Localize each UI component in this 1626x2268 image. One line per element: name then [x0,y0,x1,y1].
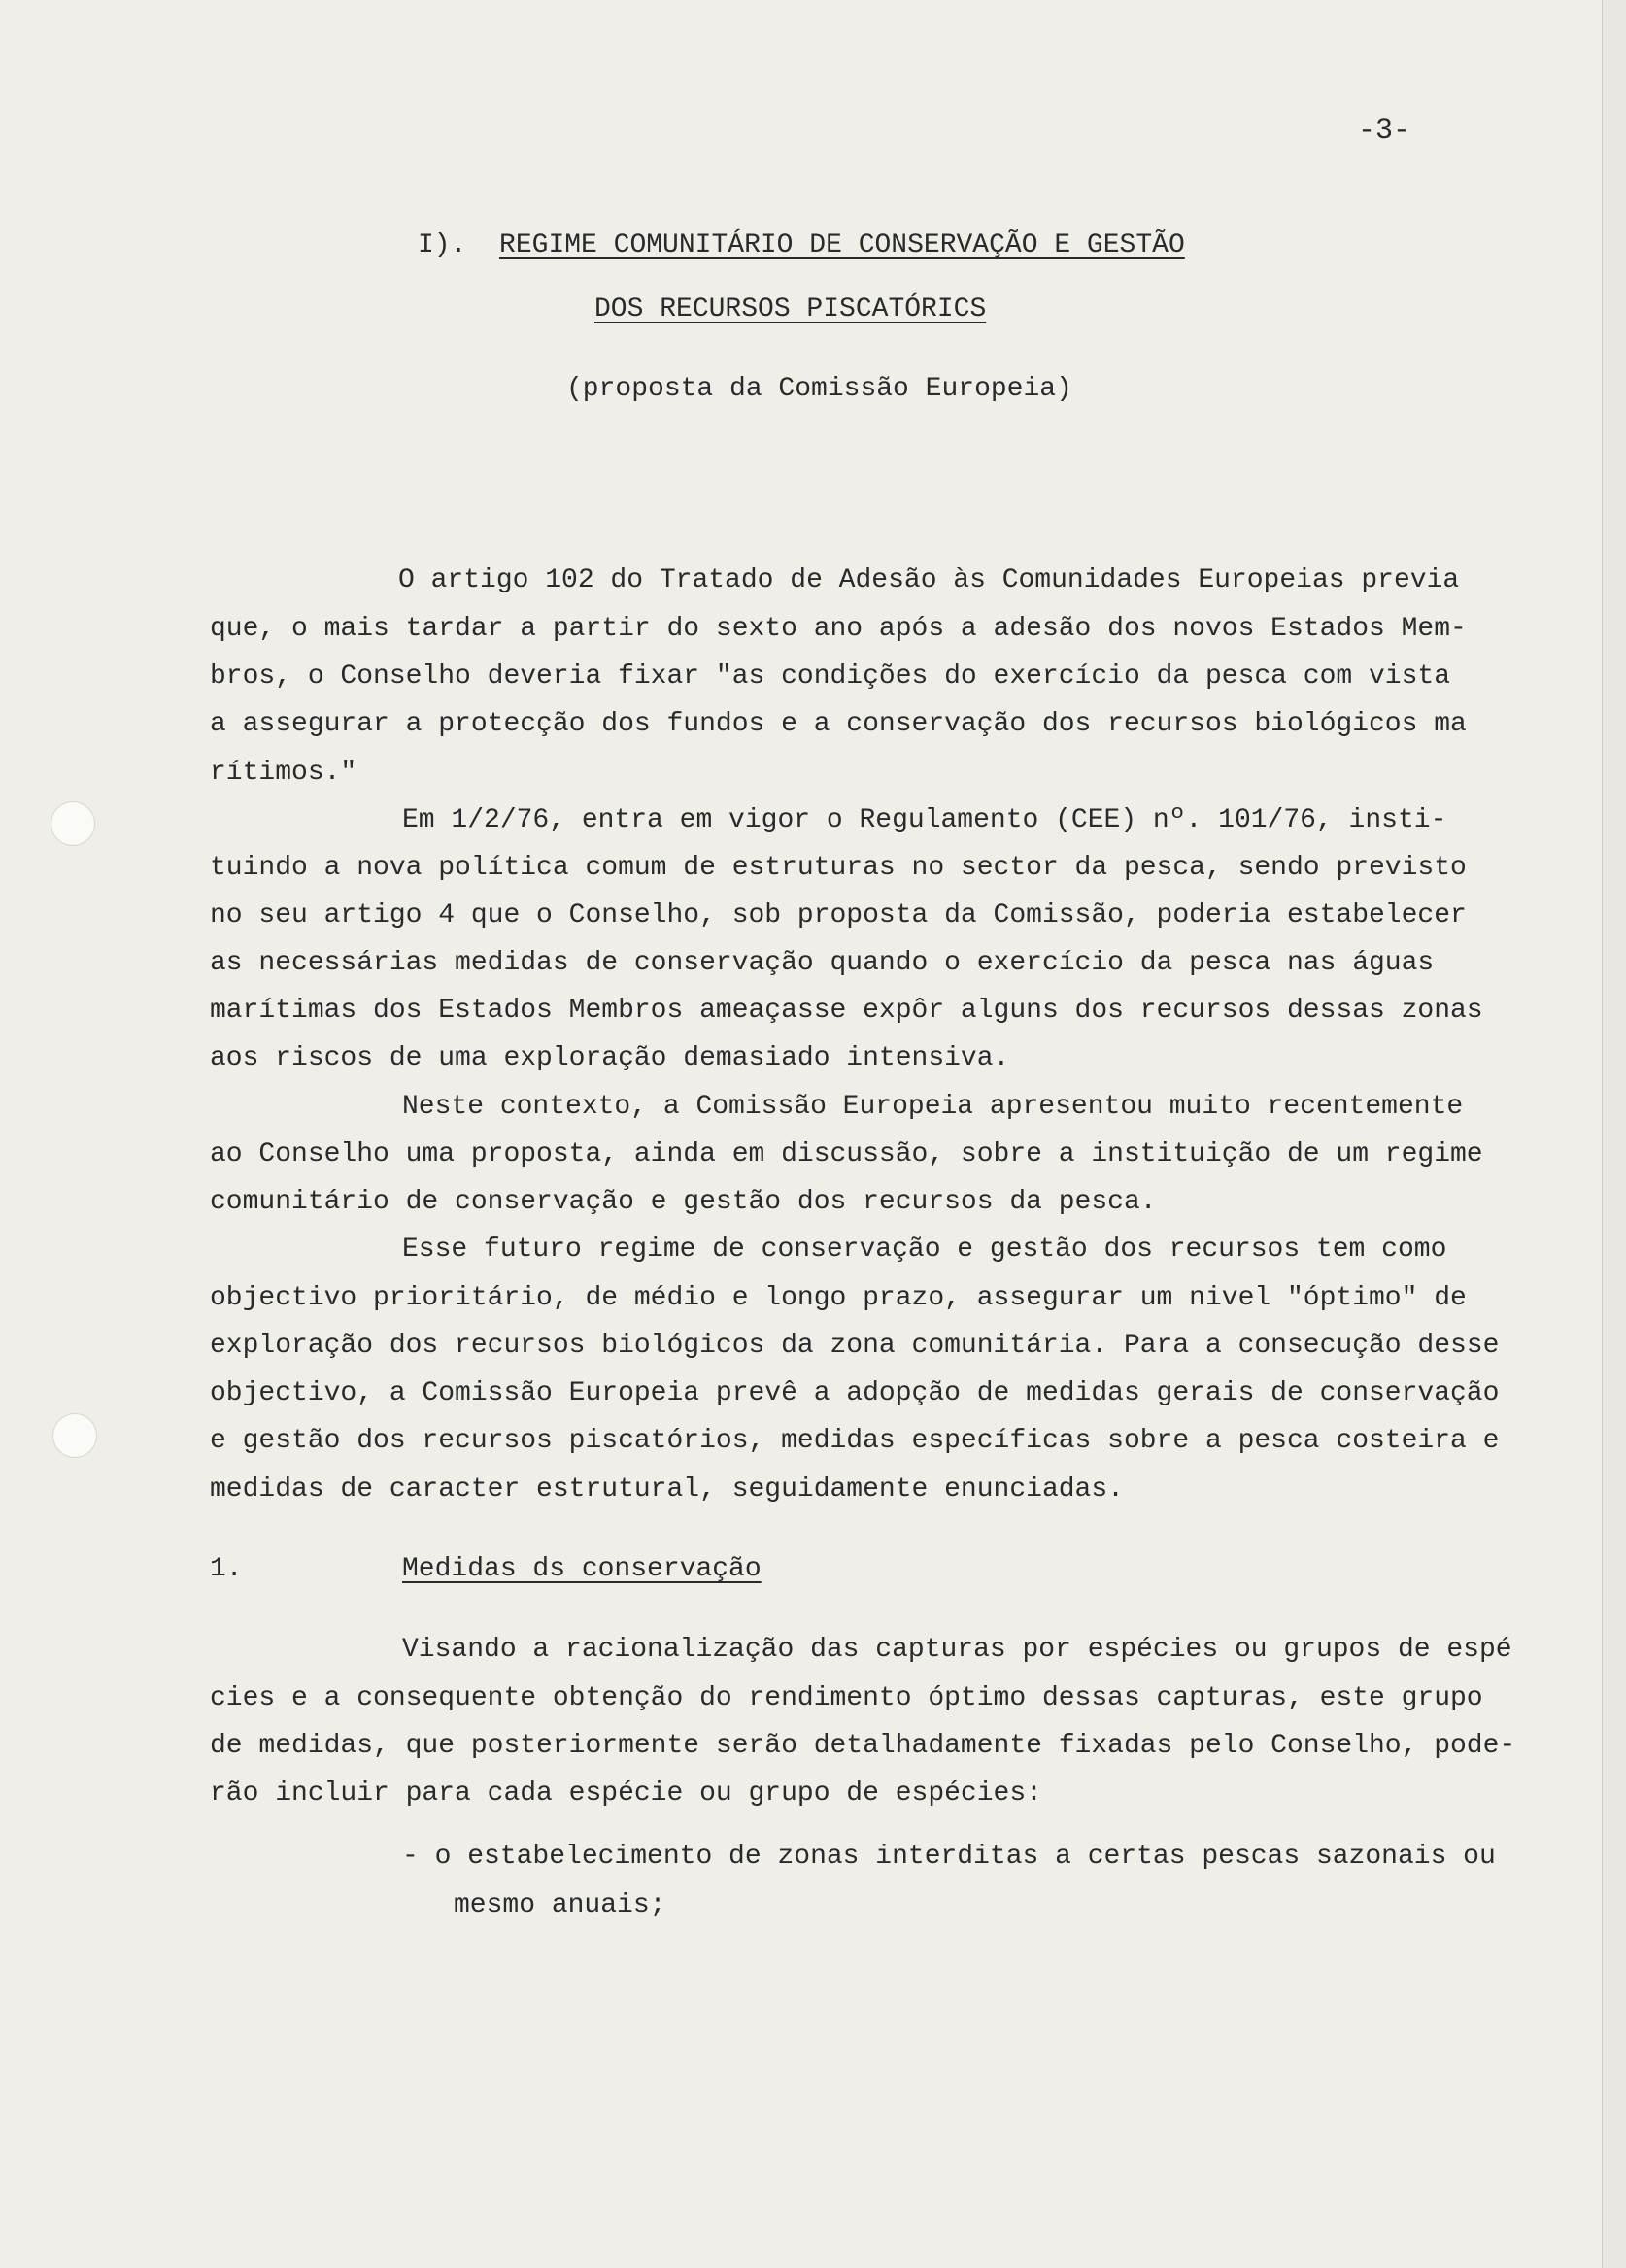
text-line-6: Em 1/2/76, entra em vigor o Regulamento (CEE) nº. 101/76, insti- [402,805,1447,835]
section-number: 1. [210,1554,243,1584]
page-number: -3- [1358,115,1411,148]
heading-numeral: I). [418,230,467,260]
heading-subtitle: (proposta da Comissão Europeia) [566,374,1072,404]
text-line-14: comunitário de conservação e gestão dos recursos da pesca. [210,1187,1157,1217]
text-line-1: O artigo 102 do Tratado de Adesão às Comunidades Europeias previa [398,565,1460,595]
text-line-21: Visando a racionalização das capturas por espécies ou grupos de espé [402,1635,1512,1665]
text-line-5: rítimos." [210,758,357,788]
text-line-8: no seu artigo 4 que o Conselho, sob proposta da Comissão, poderia estabelecer [210,900,1467,931]
punch-hole-top [51,801,95,846]
text-line-18: objectivo, a Comissão Europeia prevê a adopção de medidas gerais de conservação [210,1378,1500,1408]
heading-title-2: DOS RECURSOS PISCATÓRICS [594,294,987,324]
text-line-22: cies e a consequente obtenção do rendimento óptimo dessas capturas, este grupo [210,1683,1483,1713]
text-line-24: rão incluir para cada espécie ou grupo de espécies: [210,1778,1042,1809]
text-line-10: marítimas dos Estados Membros ameaçasse expôr alguns dos recursos dessas zonas [210,996,1483,1026]
section-title: Medidas ds conservação [402,1554,762,1584]
text-line-16: objectivo prioritário, de médio e longo prazo, assegurar um nivel "óptimo" de [210,1283,1467,1313]
text-line-20: medidas de caracter estrutural, seguidamente enunciadas. [210,1474,1124,1505]
text-line-9: as necessárias medidas de conservação quando o exercício da pesca nas águas [210,948,1435,978]
heading-title-1: REGIME COMUNITÁRIO DE CONSERVAÇÃO E GESTÃO [499,230,1185,260]
text-line-17: exploração dos recursos biológicos da zona comunitária. Para a consecução desse [210,1331,1500,1361]
text-line-11: aos riscos de uma exploração demasiado intensiva. [210,1043,1010,1073]
text-line-19: e gestão dos recursos piscatórios, medidas específicas sobre a pesca costeira e [210,1426,1500,1456]
text-line-13: ao Conselho uma proposta, ainda em discussão, sobre a instituição de um regime [210,1139,1483,1169]
text-line-4: a assegurar a protecção dos fundos e a conservação dos recursos biológicos ma [210,709,1467,739]
text-line-25: - o estabelecimento de zonas interditas a certas pescas sazonais ou [402,1842,1496,1872]
text-line-15: Esse futuro regime de conservação e gestão dos recursos tem como [402,1235,1447,1265]
punch-hole-bottom [52,1413,97,1458]
text-line-12: Neste contexto, a Comissão Europeia apresentou muito recentemente [402,1092,1464,1122]
text-line-2: que, o mais tardar a partir do sexto ano após a adesão dos novos Estados Mem- [210,614,1467,644]
text-line-23: de medidas, que posteriormente serão detalhadamente fixadas pelo Conselho, pode- [210,1731,1516,1761]
page-edge [1602,0,1626,2268]
text-line-26: mesmo anuais; [454,1890,666,1920]
text-line-7: tuindo a nova política comum de estruturas no sector da pesca, sendo previsto [210,853,1467,883]
text-line-3: bros, o Conselho deveria fixar "as condições do exercício da pesca com vista [210,661,1451,692]
heading-line-1 [418,230,1185,260]
